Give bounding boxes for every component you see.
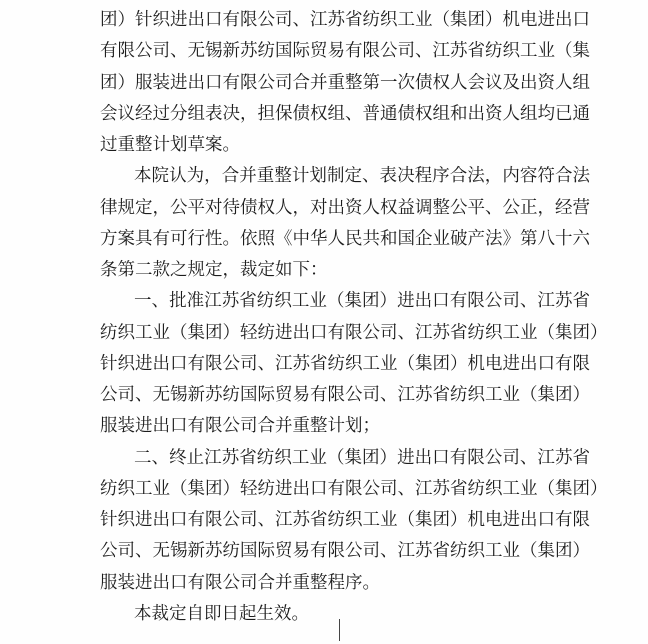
- text-line: 有限公司、无锡新苏纺国际贸易有限公司、江苏省纺织工业（集: [100, 41, 590, 61]
- text-line: 服装进出口有限公司合并重整计划；: [100, 416, 380, 436]
- text-line: 方案具有可行性。依照《中华人民共和国企业破产法》第八十六: [100, 229, 590, 249]
- text-line: 过重整计划草案。: [100, 135, 240, 155]
- text-line: 针织进出口有限公司、江苏省纺织工业（集团）机电进出口有限: [100, 354, 590, 374]
- text-line: 纺织工业（集团）轻纺进出口有限公司、江苏省纺织工业（集团）: [100, 479, 608, 499]
- text-line: 律规定，公平对待债权人，对出资人权益调整公平、公正，经营: [100, 198, 590, 218]
- text-line: 条第二款之规定，裁定如下：: [100, 260, 328, 280]
- text-cursor-mark: [339, 619, 340, 641]
- text-line: 一、批准江苏省纺织工业（集团）进出口有限公司、江苏省: [134, 291, 590, 311]
- text-line: 团）服装进出口有限公司合并重整第一次债权人会议及出资人组: [100, 73, 590, 93]
- text-line: 公司、无锡新苏纺国际贸易有限公司、江苏省纺织工业（集团）: [100, 541, 590, 561]
- text-line: 会议经过分组表决，担保债权组、普通债权组和出资人组均已通: [100, 104, 590, 124]
- text-line: 团）针织进出口有限公司、江苏省纺织工业（集团）机电进出口: [100, 10, 590, 30]
- text-line: 纺织工业（集团）轻纺进出口有限公司、江苏省纺织工业（集团）: [100, 323, 608, 343]
- text-line: 服装进出口有限公司合并重整程序。: [100, 573, 380, 593]
- text-line: 针织进出口有限公司、江苏省纺织工业（集团）机电进出口有限: [100, 510, 590, 530]
- text-line: 公司、无锡新苏纺国际贸易有限公司、江苏省纺织工业（集团）: [100, 385, 590, 405]
- text-line: 本院认为，合并重整计划制定、表决程序合法，内容符合法: [134, 166, 590, 186]
- text-line: 二、终止江苏省纺织工业（集团）进出口有限公司、江苏省: [134, 448, 590, 468]
- text-line: 本裁定自即日起生效。: [134, 604, 309, 624]
